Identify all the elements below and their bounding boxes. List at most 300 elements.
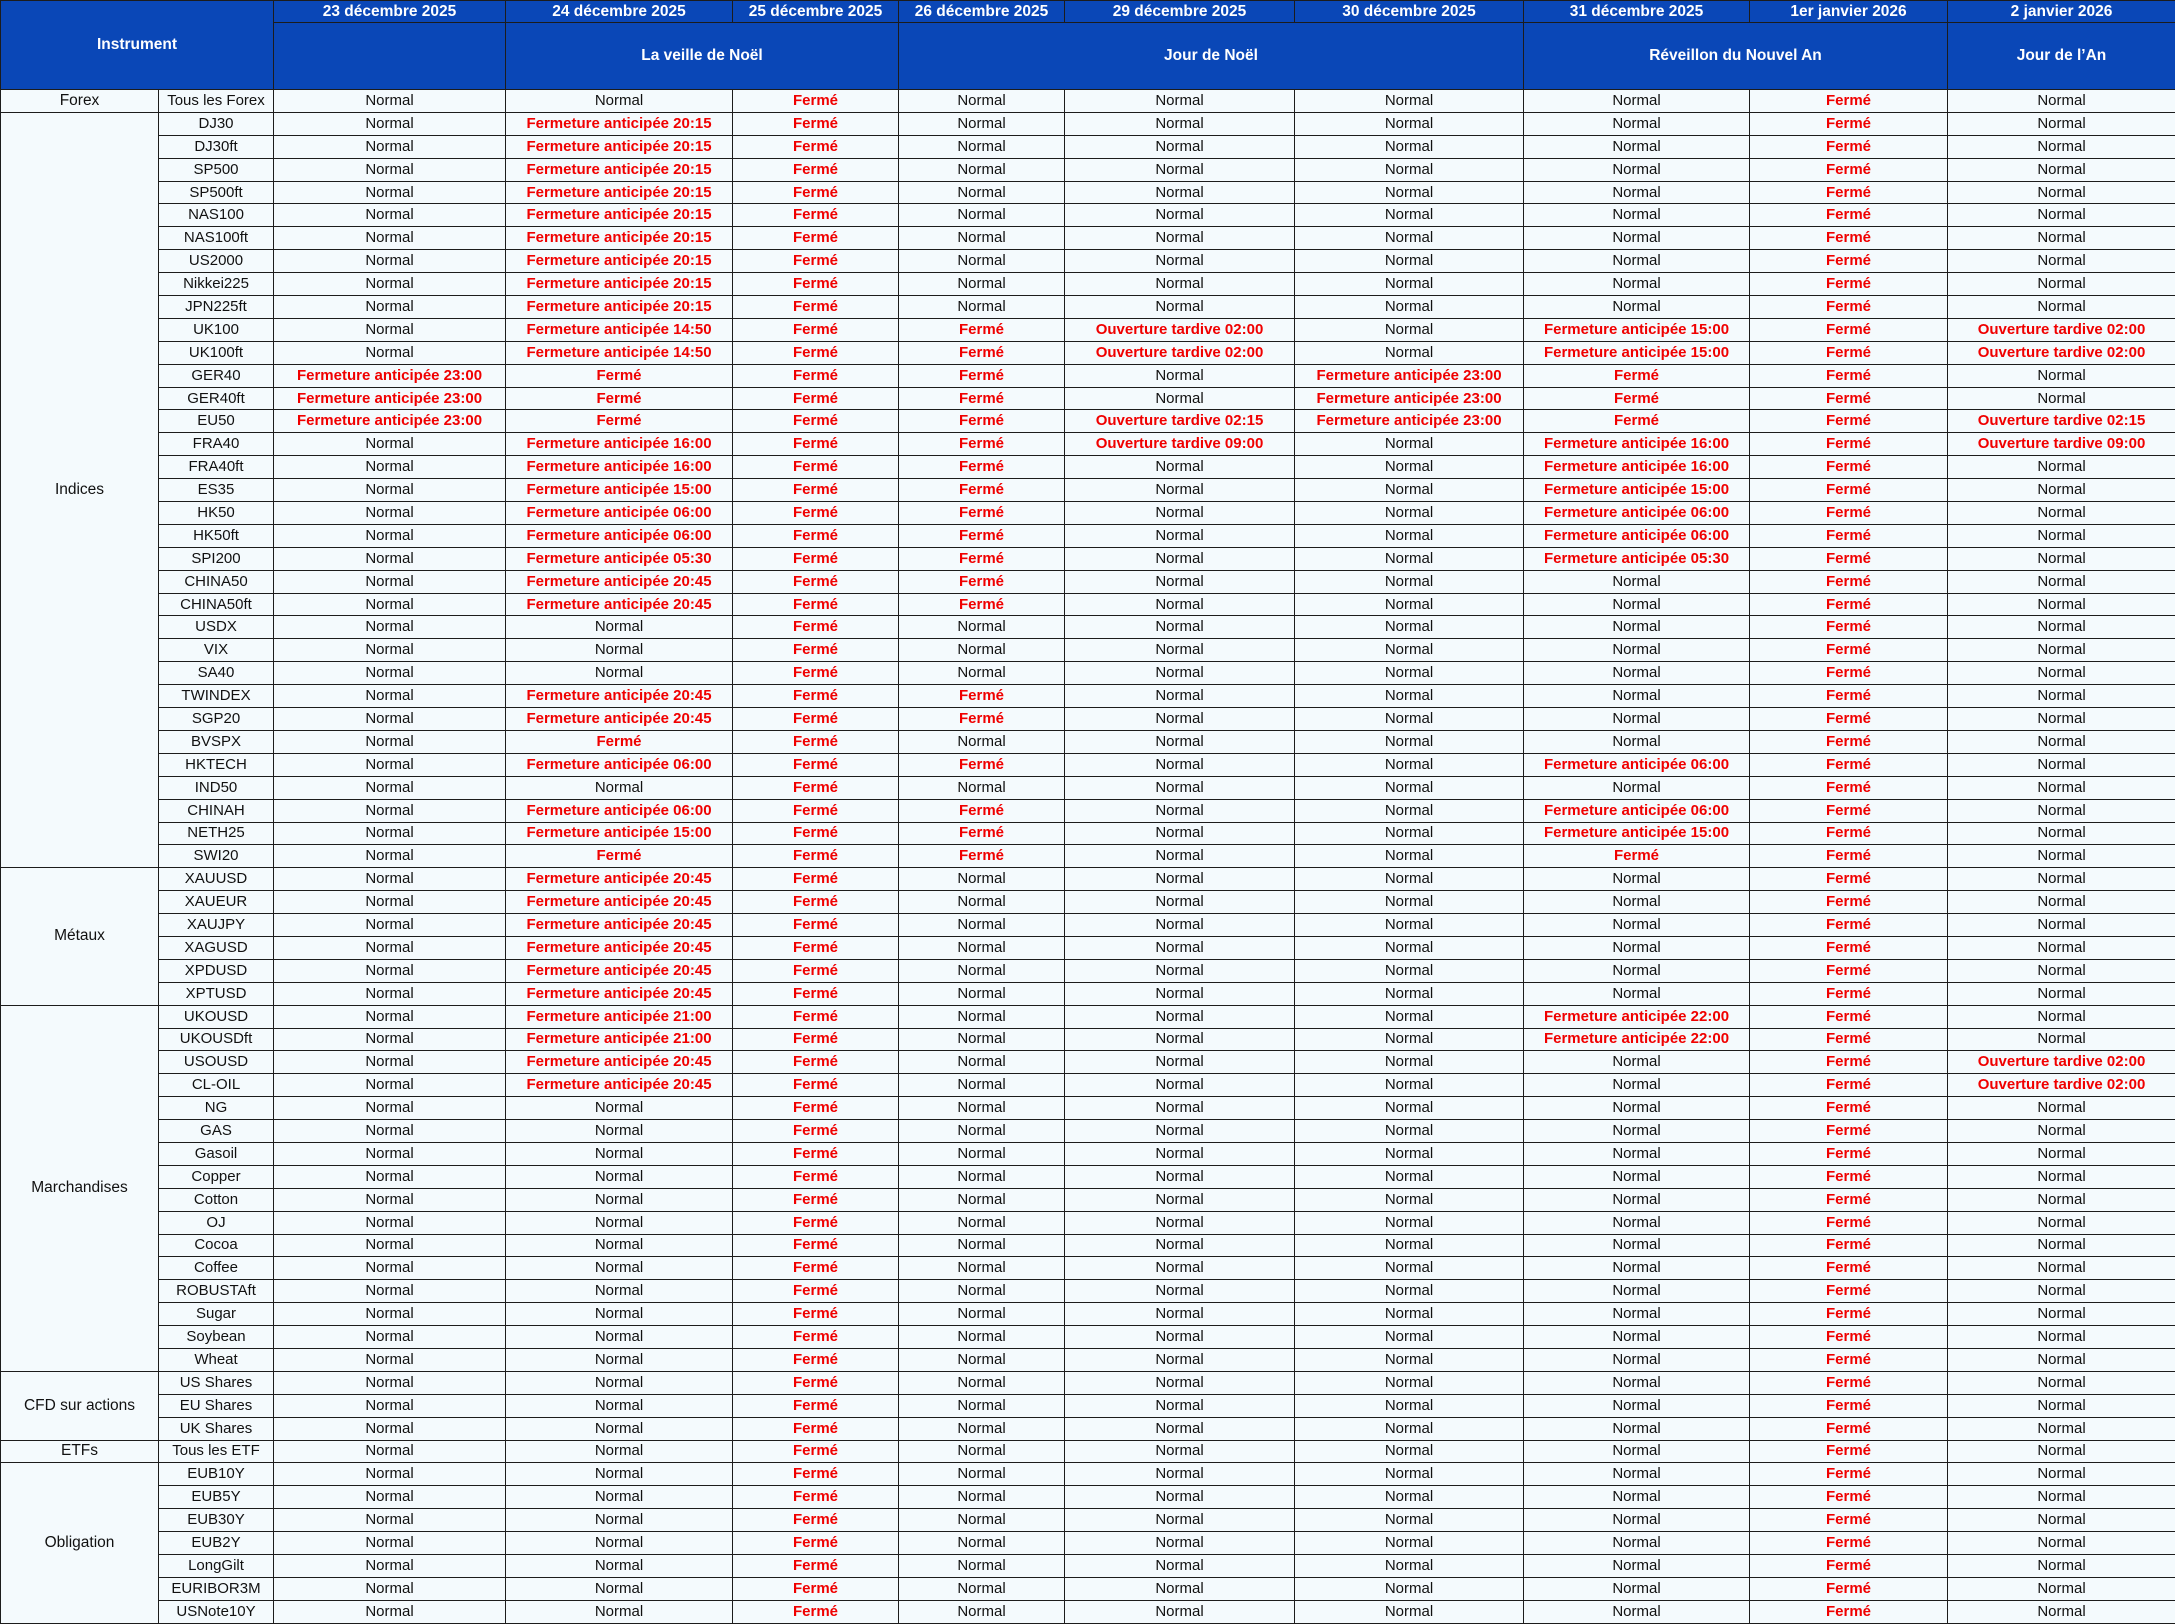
status-cell: Normal bbox=[1948, 1577, 2175, 1600]
status-cell: Normal bbox=[1948, 1005, 2175, 1028]
status-cell: Fermeture anticipée 16:00 bbox=[506, 456, 733, 479]
status-cell: Fermé bbox=[733, 1577, 899, 1600]
status-cell: Fermeture anticipée 15:00 bbox=[1524, 341, 1750, 364]
status-cell: Fermé bbox=[733, 341, 899, 364]
status-cell: Fermé bbox=[1750, 891, 1948, 914]
status-cell: Normal bbox=[1295, 730, 1524, 753]
status-cell: Fermé bbox=[733, 227, 899, 250]
status-cell: Normal bbox=[1295, 570, 1524, 593]
status-cell: Normal bbox=[899, 1234, 1065, 1257]
status-cell: Normal bbox=[274, 708, 506, 731]
status-cell: Normal bbox=[274, 1440, 506, 1463]
status-cell: Fermé bbox=[733, 1371, 899, 1394]
category-cell: Indices bbox=[1, 112, 159, 867]
status-cell: Fermé bbox=[899, 479, 1065, 502]
status-cell: Fermé bbox=[1750, 1005, 1948, 1028]
status-cell: Normal bbox=[1524, 1303, 1750, 1326]
status-cell: Normal bbox=[274, 799, 506, 822]
status-cell: Fermé bbox=[1750, 685, 1948, 708]
status-cell: Normal bbox=[1065, 776, 1295, 799]
instrument-cell: XPTUSD bbox=[159, 982, 274, 1005]
status-cell: Normal bbox=[1524, 639, 1750, 662]
status-cell: Normal bbox=[1524, 1326, 1750, 1349]
status-cell: Normal bbox=[1948, 227, 2175, 250]
status-cell: Fermeture anticipée 23:00 bbox=[274, 387, 506, 410]
status-cell: Normal bbox=[506, 1280, 733, 1303]
status-cell: Normal bbox=[899, 639, 1065, 662]
status-cell: Fermé bbox=[1750, 547, 1948, 570]
instrument-cell: XAUJPY bbox=[159, 914, 274, 937]
instrument-cell: US Shares bbox=[159, 1371, 274, 1394]
table-row bbox=[1, 387, 2175, 410]
status-cell: Normal bbox=[1948, 730, 2175, 753]
status-cell: Normal bbox=[1524, 158, 1750, 181]
status-cell: Normal bbox=[1295, 799, 1524, 822]
status-cell: Normal bbox=[899, 181, 1065, 204]
status-cell: Fermeture anticipée 15:00 bbox=[1524, 479, 1750, 502]
status-cell: Fermé bbox=[1750, 158, 1948, 181]
date-header: 26 décembre 2025 bbox=[899, 1, 1065, 23]
status-cell: Fermeture anticipée 20:15 bbox=[506, 181, 733, 204]
status-cell: Normal bbox=[506, 1211, 733, 1234]
status-cell: Normal bbox=[1524, 181, 1750, 204]
status-cell: Normal bbox=[1524, 914, 1750, 937]
status-cell: Normal bbox=[274, 1371, 506, 1394]
holiday-header-row bbox=[1, 23, 2175, 90]
status-cell: Fermeture anticipée 14:50 bbox=[506, 318, 733, 341]
status-cell: Normal bbox=[1948, 959, 2175, 982]
instrument-cell: Tous les ETF bbox=[159, 1440, 274, 1463]
status-cell: Ouverture tardive 02:00 bbox=[1065, 341, 1295, 364]
table-row bbox=[1, 341, 2175, 364]
instrument-cell: JPN225ft bbox=[159, 296, 274, 319]
status-cell: Normal bbox=[899, 1463, 1065, 1486]
status-cell: Normal bbox=[1948, 891, 2175, 914]
status-cell: Fermé bbox=[733, 753, 899, 776]
holiday-header: La veille de Noël bbox=[506, 23, 899, 90]
table-row bbox=[1, 730, 2175, 753]
status-cell: Normal bbox=[506, 1257, 733, 1280]
status-cell: Fermé bbox=[733, 822, 899, 845]
table-row bbox=[1, 1532, 2175, 1555]
status-cell: Normal bbox=[1524, 1577, 1750, 1600]
status-cell: Ouverture tardive 02:15 bbox=[1065, 410, 1295, 433]
status-cell: Normal bbox=[1065, 227, 1295, 250]
status-cell: Normal bbox=[899, 891, 1065, 914]
status-cell: Normal bbox=[1524, 135, 1750, 158]
status-cell: Normal bbox=[274, 1486, 506, 1509]
category-cell: Obligation bbox=[1, 1463, 159, 1623]
status-cell: Normal bbox=[1295, 1234, 1524, 1257]
status-cell: Fermé bbox=[733, 410, 899, 433]
status-cell: Normal bbox=[274, 822, 506, 845]
status-cell: Fermé bbox=[899, 502, 1065, 525]
status-cell: Normal bbox=[274, 639, 506, 662]
status-cell: Normal bbox=[1065, 364, 1295, 387]
status-cell: Normal bbox=[1524, 204, 1750, 227]
status-cell: Normal bbox=[1295, 547, 1524, 570]
status-cell: Fermeture anticipée 20:45 bbox=[506, 982, 733, 1005]
status-cell: Normal bbox=[274, 502, 506, 525]
status-cell: Normal bbox=[1295, 1303, 1524, 1326]
status-cell: Fermé bbox=[733, 1600, 899, 1623]
status-cell: Normal bbox=[1295, 1600, 1524, 1623]
status-cell: Ouverture tardive 02:00 bbox=[1065, 318, 1295, 341]
instrument-cell: EUB10Y bbox=[159, 1463, 274, 1486]
status-cell: Normal bbox=[1524, 1440, 1750, 1463]
status-cell: Normal bbox=[1948, 1188, 2175, 1211]
status-cell: Normal bbox=[1065, 479, 1295, 502]
instrument-cell: EUB5Y bbox=[159, 1486, 274, 1509]
status-cell: Normal bbox=[1295, 1417, 1524, 1440]
status-cell: Fermé bbox=[899, 570, 1065, 593]
status-cell: Normal bbox=[1065, 1509, 1295, 1532]
status-cell: Normal bbox=[506, 90, 733, 113]
status-cell: Fermé bbox=[1750, 1028, 1948, 1051]
status-cell: Fermé bbox=[899, 708, 1065, 731]
status-cell: Fermé bbox=[733, 1074, 899, 1097]
status-cell: Normal bbox=[506, 1440, 733, 1463]
status-cell: Fermé bbox=[733, 502, 899, 525]
category-cell: Marchandises bbox=[1, 1005, 159, 1371]
status-cell: Normal bbox=[899, 1028, 1065, 1051]
category-cell: Métaux bbox=[1, 868, 159, 1005]
status-cell: Normal bbox=[1524, 936, 1750, 959]
status-cell: Normal bbox=[1295, 90, 1524, 113]
status-cell: Fermé bbox=[733, 776, 899, 799]
status-cell: Normal bbox=[506, 1142, 733, 1165]
status-cell: Normal bbox=[506, 776, 733, 799]
status-cell: Fermé bbox=[733, 1555, 899, 1578]
status-cell: Fermé bbox=[1750, 318, 1948, 341]
instrument-cell: SP500 bbox=[159, 158, 274, 181]
table-row bbox=[1, 662, 2175, 685]
status-cell: Fermeture anticipée 23:00 bbox=[1295, 387, 1524, 410]
status-cell: Normal bbox=[1948, 296, 2175, 319]
status-cell: Fermé bbox=[899, 593, 1065, 616]
status-cell: Normal bbox=[1295, 1348, 1524, 1371]
status-cell: Normal bbox=[274, 891, 506, 914]
status-cell: Normal bbox=[506, 616, 733, 639]
instrument-cell: USNote10Y bbox=[159, 1600, 274, 1623]
status-cell: Fermeture anticipée 20:45 bbox=[506, 593, 733, 616]
status-cell: Normal bbox=[1524, 1486, 1750, 1509]
status-cell: Fermé bbox=[733, 1326, 899, 1349]
instrument-cell: Copper bbox=[159, 1165, 274, 1188]
table-row bbox=[1, 1005, 2175, 1028]
instrument-cell: CHINA50 bbox=[159, 570, 274, 593]
status-cell: Fermeture anticipée 20:45 bbox=[506, 1074, 733, 1097]
table-row bbox=[1, 1303, 2175, 1326]
status-cell: Normal bbox=[899, 730, 1065, 753]
status-cell: Fermé bbox=[1750, 959, 1948, 982]
status-cell: Fermé bbox=[1750, 1165, 1948, 1188]
status-cell: Fermé bbox=[733, 433, 899, 456]
status-cell: Fermé bbox=[1750, 1440, 1948, 1463]
category-cell: Forex bbox=[1, 90, 159, 113]
status-cell: Fermeture anticipée 16:00 bbox=[1524, 456, 1750, 479]
status-cell: Normal bbox=[1948, 479, 2175, 502]
status-cell: Normal bbox=[1065, 90, 1295, 113]
status-cell: Normal bbox=[899, 1532, 1065, 1555]
status-cell: Normal bbox=[1295, 341, 1524, 364]
status-cell: Fermeture anticipée 06:00 bbox=[1524, 799, 1750, 822]
status-cell: Normal bbox=[1524, 112, 1750, 135]
table-row bbox=[1, 1577, 2175, 1600]
status-cell: Normal bbox=[274, 1005, 506, 1028]
status-cell: Normal bbox=[506, 1417, 733, 1440]
instrument-cell: HK50ft bbox=[159, 524, 274, 547]
status-cell: Fermé bbox=[1750, 1257, 1948, 1280]
status-cell: Fermeture anticipée 20:45 bbox=[506, 708, 733, 731]
status-cell: Normal bbox=[274, 662, 506, 685]
status-cell: Fermé bbox=[1750, 662, 1948, 685]
status-cell: Fermé bbox=[1750, 1326, 1948, 1349]
status-cell: Normal bbox=[1524, 1555, 1750, 1578]
status-cell: Normal bbox=[1295, 1097, 1524, 1120]
table-row bbox=[1, 1509, 2175, 1532]
table-row bbox=[1, 1234, 2175, 1257]
table-row bbox=[1, 158, 2175, 181]
status-cell: Normal bbox=[1295, 1257, 1524, 1280]
status-cell: Normal bbox=[1948, 1257, 2175, 1280]
status-cell: Normal bbox=[1295, 868, 1524, 891]
status-cell: Normal bbox=[274, 776, 506, 799]
status-cell: Normal bbox=[1295, 891, 1524, 914]
status-cell: Fermé bbox=[1750, 181, 1948, 204]
status-cell: Normal bbox=[1948, 181, 2175, 204]
instrument-cell: UKOUSD bbox=[159, 1005, 274, 1028]
status-cell: Fermé bbox=[1750, 936, 1948, 959]
status-cell: Fermé bbox=[1750, 1509, 1948, 1532]
status-cell: Normal bbox=[274, 1074, 506, 1097]
table-row bbox=[1, 296, 2175, 319]
status-cell: Fermeture anticipée 20:45 bbox=[506, 1051, 733, 1074]
status-cell: Fermé bbox=[1750, 593, 1948, 616]
status-cell: Normal bbox=[1948, 456, 2175, 479]
status-cell: Normal bbox=[1065, 1028, 1295, 1051]
status-cell: Fermeture anticipée 21:00 bbox=[506, 1005, 733, 1028]
status-cell: Normal bbox=[1065, 1051, 1295, 1074]
status-cell: Normal bbox=[274, 1463, 506, 1486]
status-cell: Normal bbox=[1065, 296, 1295, 319]
table-row bbox=[1, 250, 2175, 273]
status-cell: Fermé bbox=[1750, 1142, 1948, 1165]
status-cell: Fermé bbox=[899, 845, 1065, 868]
table-row bbox=[1, 204, 2175, 227]
instrument-cell: Nikkei225 bbox=[159, 273, 274, 296]
status-cell: Fermeture anticipée 06:00 bbox=[1524, 524, 1750, 547]
status-cell: Fermé bbox=[733, 1234, 899, 1257]
status-cell: Normal bbox=[1295, 1509, 1524, 1532]
status-cell: Normal bbox=[899, 1326, 1065, 1349]
status-cell: Fermé bbox=[899, 433, 1065, 456]
date-header: 23 décembre 2025 bbox=[274, 1, 506, 23]
status-cell: Normal bbox=[1524, 1097, 1750, 1120]
status-cell: Fermé bbox=[1750, 1074, 1948, 1097]
table-row bbox=[1, 547, 2175, 570]
status-cell: Fermeture anticipée 06:00 bbox=[506, 753, 733, 776]
status-cell: Normal bbox=[1295, 1028, 1524, 1051]
status-cell: Normal bbox=[1065, 1348, 1295, 1371]
status-cell: Fermé bbox=[733, 845, 899, 868]
status-cell: Fermeture anticipée 06:00 bbox=[506, 799, 733, 822]
table-row bbox=[1, 1600, 2175, 1623]
status-cell: Fermeture anticipée 21:00 bbox=[506, 1028, 733, 1051]
status-cell: Fermeture anticipée 20:45 bbox=[506, 914, 733, 937]
status-cell: Normal bbox=[1065, 1577, 1295, 1600]
status-cell: Normal bbox=[1524, 685, 1750, 708]
instrument-cell: Cocoa bbox=[159, 1234, 274, 1257]
status-cell: Fermé bbox=[1750, 387, 1948, 410]
status-cell: Fermé bbox=[733, 1532, 899, 1555]
instrument-cell: EU50 bbox=[159, 410, 274, 433]
table-row bbox=[1, 936, 2175, 959]
status-cell: Fermé bbox=[506, 730, 733, 753]
table-row bbox=[1, 1165, 2175, 1188]
instrument-cell: FRA40 bbox=[159, 433, 274, 456]
status-cell: Fermeture anticipée 23:00 bbox=[274, 364, 506, 387]
status-cell: Fermé bbox=[733, 1257, 899, 1280]
status-cell: Normal bbox=[1948, 112, 2175, 135]
status-cell: Normal bbox=[274, 868, 506, 891]
date-header: 29 décembre 2025 bbox=[1065, 1, 1295, 23]
status-cell: Normal bbox=[1295, 112, 1524, 135]
instrument-cell: UKOUSDft bbox=[159, 1028, 274, 1051]
status-cell: Normal bbox=[1295, 1120, 1524, 1143]
status-cell: Normal bbox=[506, 1394, 733, 1417]
status-cell: Fermé bbox=[733, 1188, 899, 1211]
table-row bbox=[1, 273, 2175, 296]
status-cell: Normal bbox=[1524, 1463, 1750, 1486]
date-header: 25 décembre 2025 bbox=[733, 1, 899, 23]
instrument-cell: XAUEUR bbox=[159, 891, 274, 914]
status-cell: Fermé bbox=[733, 868, 899, 891]
status-cell: Fermé bbox=[1750, 639, 1948, 662]
status-cell: Normal bbox=[899, 1577, 1065, 1600]
status-cell: Normal bbox=[274, 181, 506, 204]
status-cell: Normal bbox=[274, 1280, 506, 1303]
status-cell: Fermé bbox=[1750, 456, 1948, 479]
status-cell: Normal bbox=[274, 1257, 506, 1280]
status-cell: Normal bbox=[1065, 959, 1295, 982]
status-cell: Normal bbox=[899, 1486, 1065, 1509]
status-cell: Fermé bbox=[733, 570, 899, 593]
status-cell: Ouverture tardive 02:00 bbox=[1948, 318, 2175, 341]
status-cell: Normal bbox=[1524, 1532, 1750, 1555]
table-row bbox=[1, 318, 2175, 341]
status-cell: Normal bbox=[1524, 593, 1750, 616]
status-cell: Normal bbox=[1295, 1326, 1524, 1349]
status-cell: Fermé bbox=[1750, 112, 1948, 135]
status-cell: Normal bbox=[899, 1371, 1065, 1394]
status-cell: Normal bbox=[1065, 799, 1295, 822]
table-row bbox=[1, 1555, 2175, 1578]
status-cell: Normal bbox=[1524, 891, 1750, 914]
status-cell: Normal bbox=[1295, 1440, 1524, 1463]
status-cell: Normal bbox=[899, 112, 1065, 135]
date-header: 31 décembre 2025 bbox=[1524, 1, 1750, 23]
status-cell: Normal bbox=[899, 1074, 1065, 1097]
status-cell: Normal bbox=[1295, 1280, 1524, 1303]
status-cell: Normal bbox=[1524, 1280, 1750, 1303]
status-cell: Fermé bbox=[733, 685, 899, 708]
status-cell: Fermeture anticipée 06:00 bbox=[1524, 502, 1750, 525]
instrument-cell: USOUSD bbox=[159, 1051, 274, 1074]
status-cell: Fermeture anticipée 23:00 bbox=[1295, 410, 1524, 433]
instrument-cell: EU Shares bbox=[159, 1394, 274, 1417]
table-row bbox=[1, 982, 2175, 1005]
holiday-header bbox=[274, 23, 506, 90]
status-cell: Fermé bbox=[899, 524, 1065, 547]
table-header bbox=[1, 1, 2175, 90]
status-cell: Fermé bbox=[733, 936, 899, 959]
status-cell: Normal bbox=[1295, 181, 1524, 204]
status-cell: Fermeture anticipée 05:30 bbox=[1524, 547, 1750, 570]
instrument-cell: UK Shares bbox=[159, 1417, 274, 1440]
instrument-cell: EURIBOR3M bbox=[159, 1577, 274, 1600]
status-cell: Fermé bbox=[733, 799, 899, 822]
instrument-cell: SGP20 bbox=[159, 708, 274, 731]
instrument-cell: NG bbox=[159, 1097, 274, 1120]
status-cell: Normal bbox=[899, 1348, 1065, 1371]
status-cell: Normal bbox=[1948, 1280, 2175, 1303]
status-cell: Fermé bbox=[733, 1394, 899, 1417]
status-cell: Normal bbox=[1295, 273, 1524, 296]
status-cell: Normal bbox=[1948, 708, 2175, 731]
status-cell: Normal bbox=[274, 1142, 506, 1165]
instrument-cell: SWI20 bbox=[159, 845, 274, 868]
status-cell: Normal bbox=[274, 753, 506, 776]
status-cell: Fermeture anticipée 20:15 bbox=[506, 250, 733, 273]
status-cell: Fermé bbox=[1750, 799, 1948, 822]
table-row bbox=[1, 1486, 2175, 1509]
status-cell: Normal bbox=[1524, 662, 1750, 685]
status-cell: Fermé bbox=[1524, 410, 1750, 433]
status-cell: Normal bbox=[274, 1188, 506, 1211]
status-cell: Normal bbox=[1065, 845, 1295, 868]
status-cell: Normal bbox=[1295, 982, 1524, 1005]
instrument-cell: CHINA50ft bbox=[159, 593, 274, 616]
table-row bbox=[1, 1394, 2175, 1417]
status-cell: Normal bbox=[274, 1394, 506, 1417]
status-cell: Normal bbox=[899, 296, 1065, 319]
status-cell: Normal bbox=[899, 662, 1065, 685]
status-cell: Fermé bbox=[733, 891, 899, 914]
status-cell: Fermé bbox=[733, 456, 899, 479]
status-cell: Fermé bbox=[733, 479, 899, 502]
status-cell: Normal bbox=[899, 90, 1065, 113]
status-cell: Normal bbox=[1524, 1394, 1750, 1417]
table-row bbox=[1, 456, 2175, 479]
status-cell: Fermeture anticipée 06:00 bbox=[506, 524, 733, 547]
status-cell: Normal bbox=[1524, 1120, 1750, 1143]
status-cell: Normal bbox=[1065, 1417, 1295, 1440]
status-cell: Fermé bbox=[733, 1097, 899, 1120]
status-cell: Normal bbox=[1295, 1005, 1524, 1028]
status-cell: Normal bbox=[1065, 1074, 1295, 1097]
status-cell: Normal bbox=[274, 112, 506, 135]
status-cell: Fermé bbox=[1750, 1120, 1948, 1143]
status-cell: Normal bbox=[1524, 273, 1750, 296]
status-cell: Fermé bbox=[733, 112, 899, 135]
status-cell: Normal bbox=[274, 318, 506, 341]
table-row bbox=[1, 1097, 2175, 1120]
status-cell: Fermeture anticipée 15:00 bbox=[1524, 822, 1750, 845]
status-cell: Normal bbox=[1295, 845, 1524, 868]
status-cell: Normal bbox=[1065, 547, 1295, 570]
status-cell: Fermé bbox=[899, 753, 1065, 776]
